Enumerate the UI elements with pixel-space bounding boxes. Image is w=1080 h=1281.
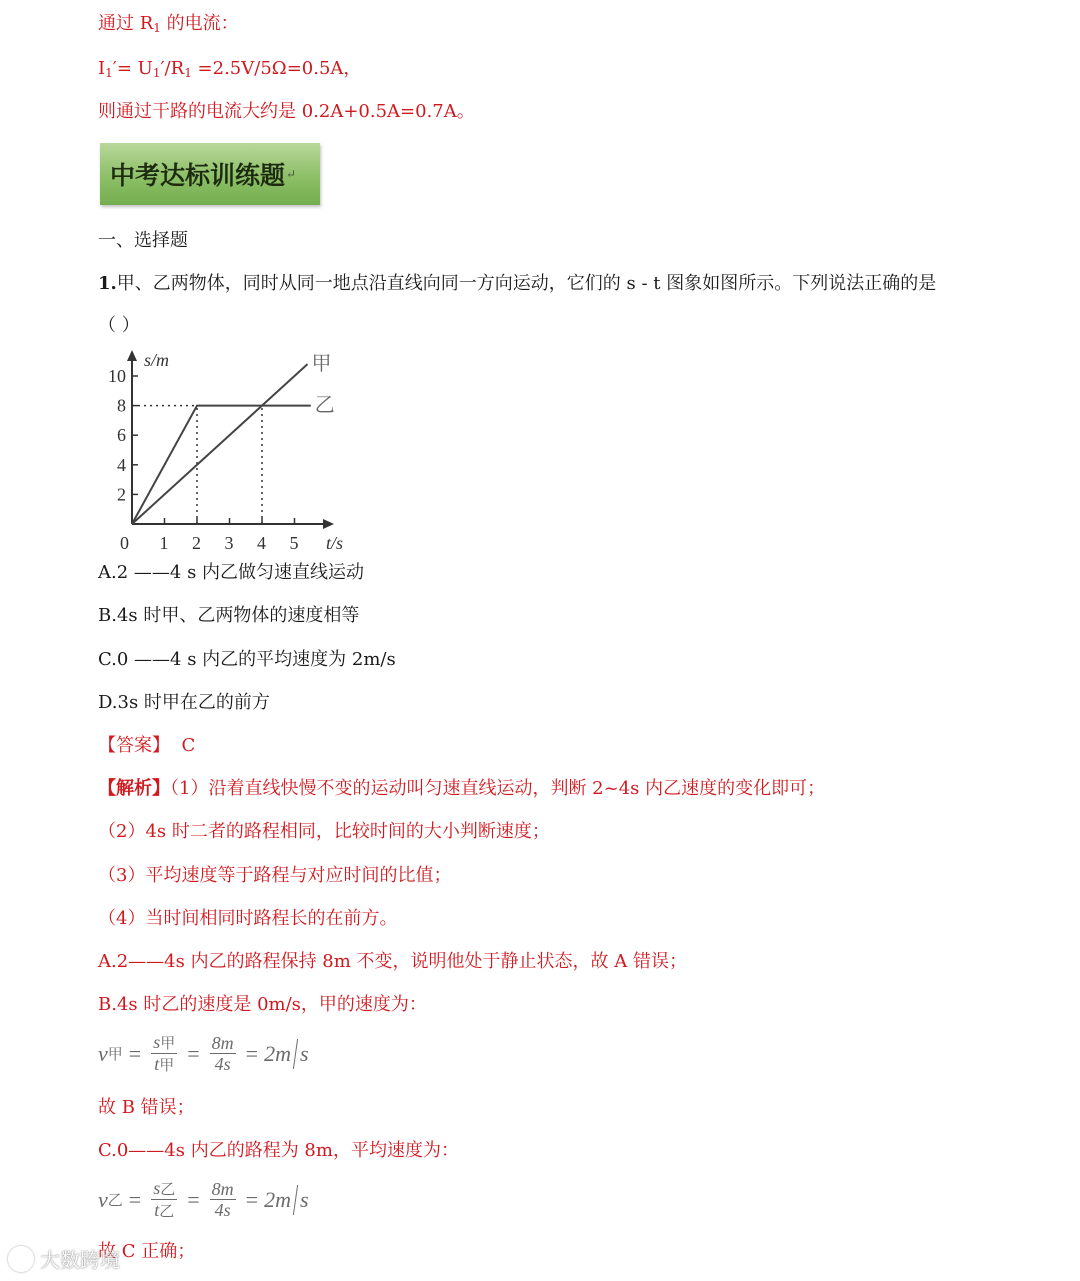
analysis-4: （4）当时间相同时路程长的在前方。 [98, 908, 398, 929]
section-banner [100, 143, 320, 205]
analysis-b: B.4s 时乙的速度是 0m/s，甲的速度为： [98, 994, 427, 1015]
y-axis-arrow [127, 350, 137, 361]
series-label-0: 甲 [311, 351, 332, 376]
answer-line: 【答案】 C [98, 735, 196, 756]
analysis-b-end: 故 B 错误； [98, 1097, 195, 1118]
series-line-0 [132, 364, 308, 524]
series-label-1: 乙 [314, 392, 335, 417]
option-b: B.4s 时甲、乙两物体的速度相等 [98, 605, 360, 626]
section-heading: 一、选择题 [98, 230, 188, 251]
analysis-c: C.0——4s 内乙的路程为 8m，平均速度为： [98, 1140, 459, 1161]
series-line-1 [132, 406, 311, 524]
x-axis-label: t/s [326, 533, 344, 553]
analysis-1: 【解析】（1）沿着直线快慢不变的运动叫匀速直线运动，判断 2~4s 内乙速度的变化即可； [98, 778, 826, 799]
s-t-graph [98, 346, 358, 556]
option-d: D.3s 时甲在乙的前方 [98, 692, 270, 713]
y-tick-label-4: 4 [117, 454, 126, 475]
x-axis-arrow [323, 519, 334, 529]
watermark-logo-icon [8, 1246, 34, 1272]
analysis-2: （2）4s 时二者的路程相同，比较时间的大小判断速度； [98, 821, 550, 842]
y-tick-label-2: 2 [117, 484, 126, 505]
x-tick-label-4: 4 [257, 533, 266, 553]
y-axis-label: s/m [144, 350, 170, 370]
x-tick-label-2: 2 [192, 533, 201, 553]
analysis-c-end: 故 C 正确； [98, 1241, 196, 1262]
y-tick-label-6: 6 [117, 425, 126, 446]
current-r1-formula: $I_1'= U_1'/R_1 =2.5V/5\Omega=0.5A$， [98, 58, 362, 80]
answer-blank: （ ） [98, 315, 140, 336]
main-current-conclusion: 则通过干路的电流大约是 0.2A+0.5A=0.7A。 [98, 101, 475, 122]
option-a: A.2 ——4 s 内乙做匀速直线运动 [98, 562, 365, 583]
option-c: C.0 ——4 s 内乙的平均速度为 2m/s [98, 649, 396, 670]
formula-v-jia: v 甲 = $\frac{\text{s甲}}{\text{t甲}}$ = $\frac{8m}{4s}$ = 2m s [98, 1032, 309, 1074]
question-text: 1.甲、乙两物体，同时从同一地点沿直线向同一方向运动，它们的 s - t 图象如图所示。下列说法正确的是 [98, 273, 937, 294]
x-tick-label-1: 1 [159, 533, 169, 553]
x-tick-label-5: 5 [289, 533, 299, 553]
banner-title: 中考达标训练题 [110, 161, 286, 190]
return-mark-icon: ↵ [286, 167, 297, 181]
x-tick-label-3: 3 [224, 533, 234, 553]
analysis-3: （3）平均速度等于路程与对应时间的比值； [98, 865, 452, 886]
formula-v-yi: v 乙 = $\frac{\text{s乙}}{\text{t乙}}$ = $\frac{8m}{4s}$ = 2m s [98, 1178, 309, 1220]
y-tick-label-10: 10 [108, 366, 126, 386]
x-tick-label-0: 0 [120, 533, 129, 553]
y-tick-label-8: 8 [117, 395, 126, 416]
watermark: 大数跨境 [8, 1244, 120, 1273]
current-r1-heading: 通过 $R_1$ 的电流： [98, 13, 239, 35]
analysis-a: A.2——4s 内乙的路程保持 8m 不变，说明他处于静止状态，故 A 错误； [98, 951, 687, 972]
